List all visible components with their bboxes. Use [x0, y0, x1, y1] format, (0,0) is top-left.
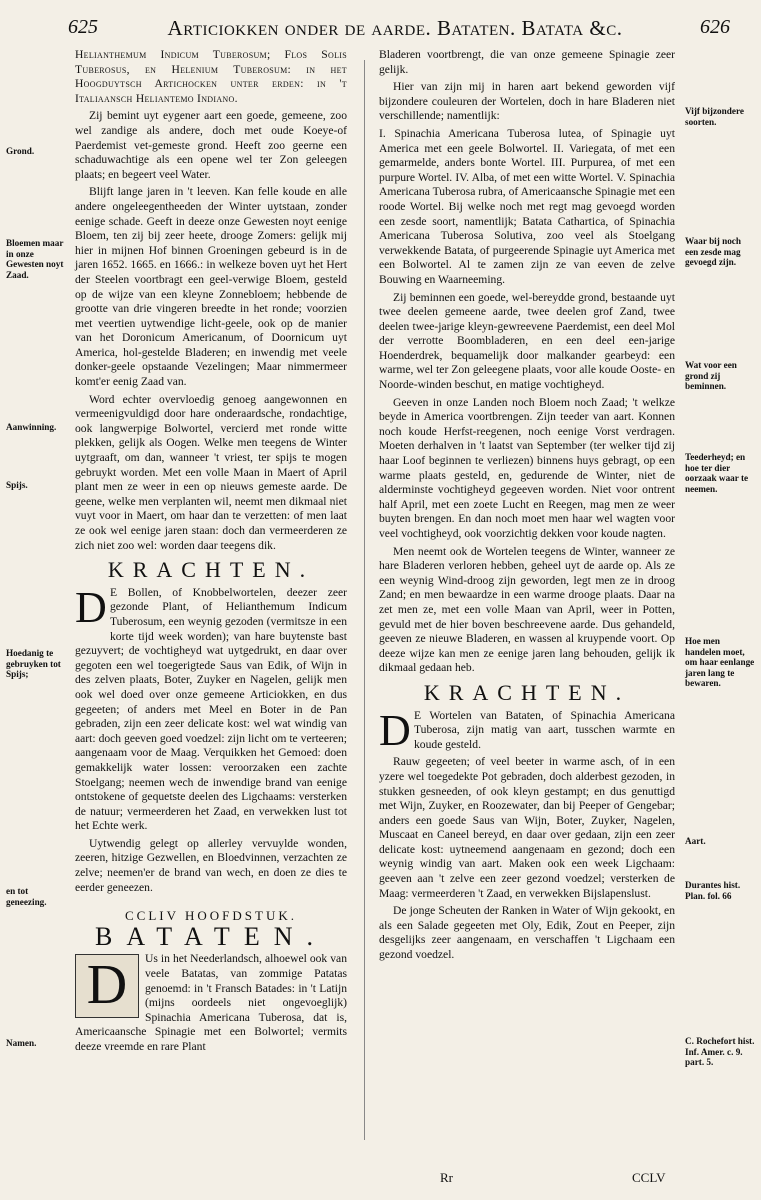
paragraph	[379, 705, 675, 755]
paragraph: Zij bemint uyt eygener aart een goede, gemeene, zoo wel zandige als andere, doch met oude Koeye-of Paerdemist vet-gemeste grond. Heeft zoo geerne een schaduwachtige als een opene wel ter Zon geleegen plaats; en begeert veel Water.	[75, 109, 347, 181]
paragraph: Helianthemum Indicum Tuberosum; Flos Solis Tuberosus, en Helenium Tuberosum: in het Hoogduytsch Artichocken unter erden: in 't Italiaansch Heliantemo Indiano.	[75, 48, 347, 105]
margin-note-grond-right: Wat voor een grond zij beminnen.	[685, 360, 737, 391]
page-number-right: 626	[700, 16, 730, 38]
margin-note-bloemen: Bloemen maar in onze Gewesten noyt Zaad.	[6, 238, 64, 280]
paragraph: Hier van zijn mij in haren aart bekend geworden vijf bijzondere couleuren der Wortelen, doch in hare Bladeren niet verschillende; namentlijk:	[379, 80, 675, 123]
margin-note-aart: Aart.	[685, 836, 706, 846]
margin-note-geneezing: en tot geneezing.	[6, 886, 47, 907]
paragraph: Blijft lange jaren in 't leeven. Kan felle koude en alle andere ongeleegentheeden der Winter uytstaan, zonder eenige schade. Geeft in deeze onze Gewesten noyt eenige Bloem, ten zij bij zeer heete, drooge Zomers: gelijk mij hier in mijnen Hof binnen Groeningen gebeurd is in de jaren 1652. 1665. en 1666.: in welkeze boven uyt het Hert der Steelen voortbragt een geel-verwige Bloem, gesteld op de wijze van een kleyne Zonnebloem; hebbende de grootte van drie vingeren breedte in het ronde; voorzien met veertien uytwendige licht-geele, ook op de manier van het Doronicum Americanum, of Doornicum uyt America, hol-gestelde Bladeren; en inwendig met veele donker-geele opstaande Vezelingen; Maar nimmermeer komt'er eenig Zaad van.	[75, 185, 347, 389]
decorated-initial: D	[75, 954, 139, 1018]
margin-note-rochefort: C. Rochefort hist. Inf. Amer. c. 9. part. 5.	[685, 1036, 755, 1067]
paragraph: Bladeren voortbrengt, die van onze gemeene Spinagie zeer gelijk.	[379, 48, 675, 76]
running-title: Articiokken onder de aarde. Bataten. Batata &c.	[167, 16, 623, 40]
paragraph: I. Spinachia Americana Tuberosa lutea, of Spinagie uyt America met een geele Bolwortel. II. Variegata, of met een gemarmelde, anders bonte Wortel. III. Purpurea, of met een purpure Wortel. IV. Alba, of met een witte Wortel. V. Spinachia Americana Tuberosa rubra, of Americaansche Spinagie met een roode Wortel. Bij welke noch met regt mag gevoegd worden een zesde soort, namentlijk; Batata Cathartica, of Spinachia Americana Tuberosa Solutiva, zoo veel als Stoelgang verwekkende Batata, of purgeerende Spinagie uyt America met een Bolwortel. Al te zamen zijn ze van eeven de zelve Bouwing en Waarneeming.	[379, 126, 675, 286]
margin-note-vijf: Vijf bijzondere soorten.	[685, 106, 744, 127]
paragraph: Word echter overvloedig genoeg aangewonnen en vermeenigvuldigd door hare onderaardsche, rondachtige, ook langwerpige Bolwortel, vercierd met ronde witte plekken, gelijk als Oogen. Welke men teegens de Winter uytgraaft, om dan, wanneer 't vriest, ter spijs te mogen gebruykt worden. Met een volle Maan in Maert of April plant men ze weer in een op nieuws gemeste aarde. De geene, welke men verplanten wil, neemt men dikmaal niet vuyt voor in Maert, om haar dan te verzetten: of men laat ze ook wel eenige jaren staan: doch dan vermeerderen ze zich niet zoo wel: worden daar teegens dik.	[75, 392, 347, 552]
chapter-title: BATATEN.	[95, 921, 327, 951]
drop-initial: D	[379, 705, 411, 755]
margin-note-teeder: Teederheyd; en hoe ter dier oorzaak waar te neemen.	[685, 452, 749, 494]
paragraph-text: Us in het Neederlandsch, alhoewel ook van veele Batatas, van zommige Patatas genoemd: in 't Fransch Batades: in 't Latijn (mijns oordeels niet ongevoeglijk) Spinachia Americana Tuberosa, dat is, Americaansche Spinagie met een Bolwortel; vermits deeze vreemde en rare Plant	[75, 952, 347, 1053]
paragraph: Rauw gegeeten; of veel beeter in warme asch, of in een yzere wel toegedekte Pot gebraden, doch alderbest gezoden, in stukken gesneeden, of ook kleyn gestampt; en dus genuttigd met Wijn, Zuyker, en Roozewater, dan bij Peeper of Gengebar; anders een goede Saus van Wijn, Boter, Zuyker, Nagelen, Muscaat en Caneel bereyd, en daar over gedaan, zijn een zeer delicate kost: uytneemend aangenaam en gezond; doch een weynig windig van aart. Maken ook een week Ligchaam: geeven aan 't zelve een zeer gezond voedzel; versterken de Maag: vermeerderen 't Zaad, en verwekken Bijslapenslust.	[379, 755, 675, 900]
column-divider	[364, 60, 365, 1140]
catchword: CCLV	[632, 1170, 666, 1185]
paragraph: De jonge Scheuten der Ranken in Water of Wijn gekookt, en als een Salade gegeeten met Oly, Edik, Zout en Peeper, zijn desgelijks zeer aangenaam, en verschaffen 't Ligchaam een gezond voedzel.	[379, 904, 675, 962]
chapter-number: CCLIV HOOFDSTUK.	[125, 908, 297, 924]
left-column	[75, 48, 347, 1058]
paragraph	[75, 952, 347, 1054]
margin-note-hoedanig: Hoedanig te gebruyken tot Spijs;	[6, 648, 61, 679]
page-number-left: 625	[68, 16, 98, 38]
section-heading: KRACHTEN.	[107, 557, 315, 583]
margin-note-namen: Namen.	[6, 1038, 37, 1048]
margin-note-durantes: Durantes hist. Plan. fol. 66	[685, 880, 741, 901]
paragraph-text: E Wortelen van Bataten, of Spinachia Americana Tuberosa, zijn matig van aart, tusschen warmte en koude gesteld.	[414, 708, 675, 751]
margin-note-bewaren: Hoe men handelen moet, om haar eenlange jaren lang te bewaren.	[685, 636, 755, 688]
drop-initial: D	[75, 582, 107, 632]
paragraph: Zij beminnen een goede, wel-bereydde grond, bestaande uyt twee deelen gemeene aarde, twee deelen grof Zand, twee deelen twee-jarige kleyn-gewreevene Paerdemist, een deel Mol der verrotte Boombladeren, en een deel een-jarige Hoenderdrek, bequamelijk door malkander gearbeyd: een warme, wel ter Zon geleegene plaats, voor alle koude Ooste- en Noorde-winden beschut, en matige vochtigheyd.	[379, 290, 675, 392]
margin-note-waarbij: Waar bij noch een zesde mag gevoegd zijn.	[685, 236, 741, 267]
margin-note-grond: Grond.	[6, 146, 35, 156]
margin-note-aanwinning: Aanwinning.	[6, 422, 57, 432]
paragraph: Geeven in onze Landen noch Bloem noch Zaad; 't welkze beyde in America voortbrengen. Zijn teeder van aart. Konnen noch koude Herfst-reegenen, noch eenige Vorst verdragen. Moeten derhalven in 't laatst van September (ter welker tijd zij haar Loof beginnen te verliezen) binnens huys gebragt, op een warme plaats gesteld, en, gedurende de Winter, niet de alderminste vochtigheyd gegeeven worden. Niet voor ontrent half April, met een zoete Lucht en Reegen, mag men ze weer buyten brengen. En dan noch moet men haar wel wagten voor veel vochtigheyd, ook voorzichtig dekken voor koude nagten.	[379, 395, 675, 540]
paragraph-text: E Bollen, of Knobbelwortelen, deezer zeer gezonde Plant, of Helianthemum Indicum Tuberosum, een weynig gezoden (vermitsze in een korte tijd week worden); van hare buytenste bast gezuyvert; de vochtigheyd wat uytgedrukt, en daar over gegoten een wel toegerigtede Saus van Edik, of Wijn in des zelven plaats, Boter, Zuyker en Nagelen, gelijk men ook wel doed over onze gemeene Articiokken, en dus gegeeten; of anders met Meel en Boter in de Pan gebraden, zijn een zeer delicate kost: wel wat windig van aart: doch geeven goed voedzel: zijn licht om te verteeren; aangenaam voor de Maag. Verquikken het Gemoed: doen gemakkelijk water lossen: veroorzaken een zachte Stoelgang; neemen wech de inwendige brand van eenige ontstokene of gequetste deelen des Ligchaams: versterken de natuur; vermeerderen het Zaad, en verwekken lust tot het Echte werk.	[75, 585, 347, 833]
section-heading: KRACHTEN.	[423, 679, 631, 705]
paragraph: Uytwendig gelegt op allerley vervuylde wonden, zeeren, hitzige Gezwellen, en Bloedvinnen, verzachten ze zelve; neemen'er de brand van wech, en doen ze dies te eerder geneezen.	[75, 836, 347, 894]
signature-mark: Rr	[440, 1170, 453, 1185]
right-column	[379, 48, 675, 966]
paragraph	[75, 582, 347, 834]
paragraph: Men neemt ook de Wortelen teegens de Winter, wanneer ze hare Bladeren verloren hebben, geheel uyt de aarde op. Als ze een weynig Wind-droog zijn geworden, legt men ze in droog Zand; en men bewaardze in een warme drooge plaats. Daar na zet men ze, met een volle Maan van April, weer in Potten, gevuld met de hier boven beschreevene aarde. Dus gehandeld, geeven ze nieuwe Bladeren, en wassen al kruypende voort. Op deeze wijze kan men ze eenige jaren lang behouden, gelijk ik dikmaal gedaan heb.	[379, 544, 675, 675]
page-header	[60, 10, 730, 50]
margin-note-spijs: Spijs.	[6, 480, 28, 490]
